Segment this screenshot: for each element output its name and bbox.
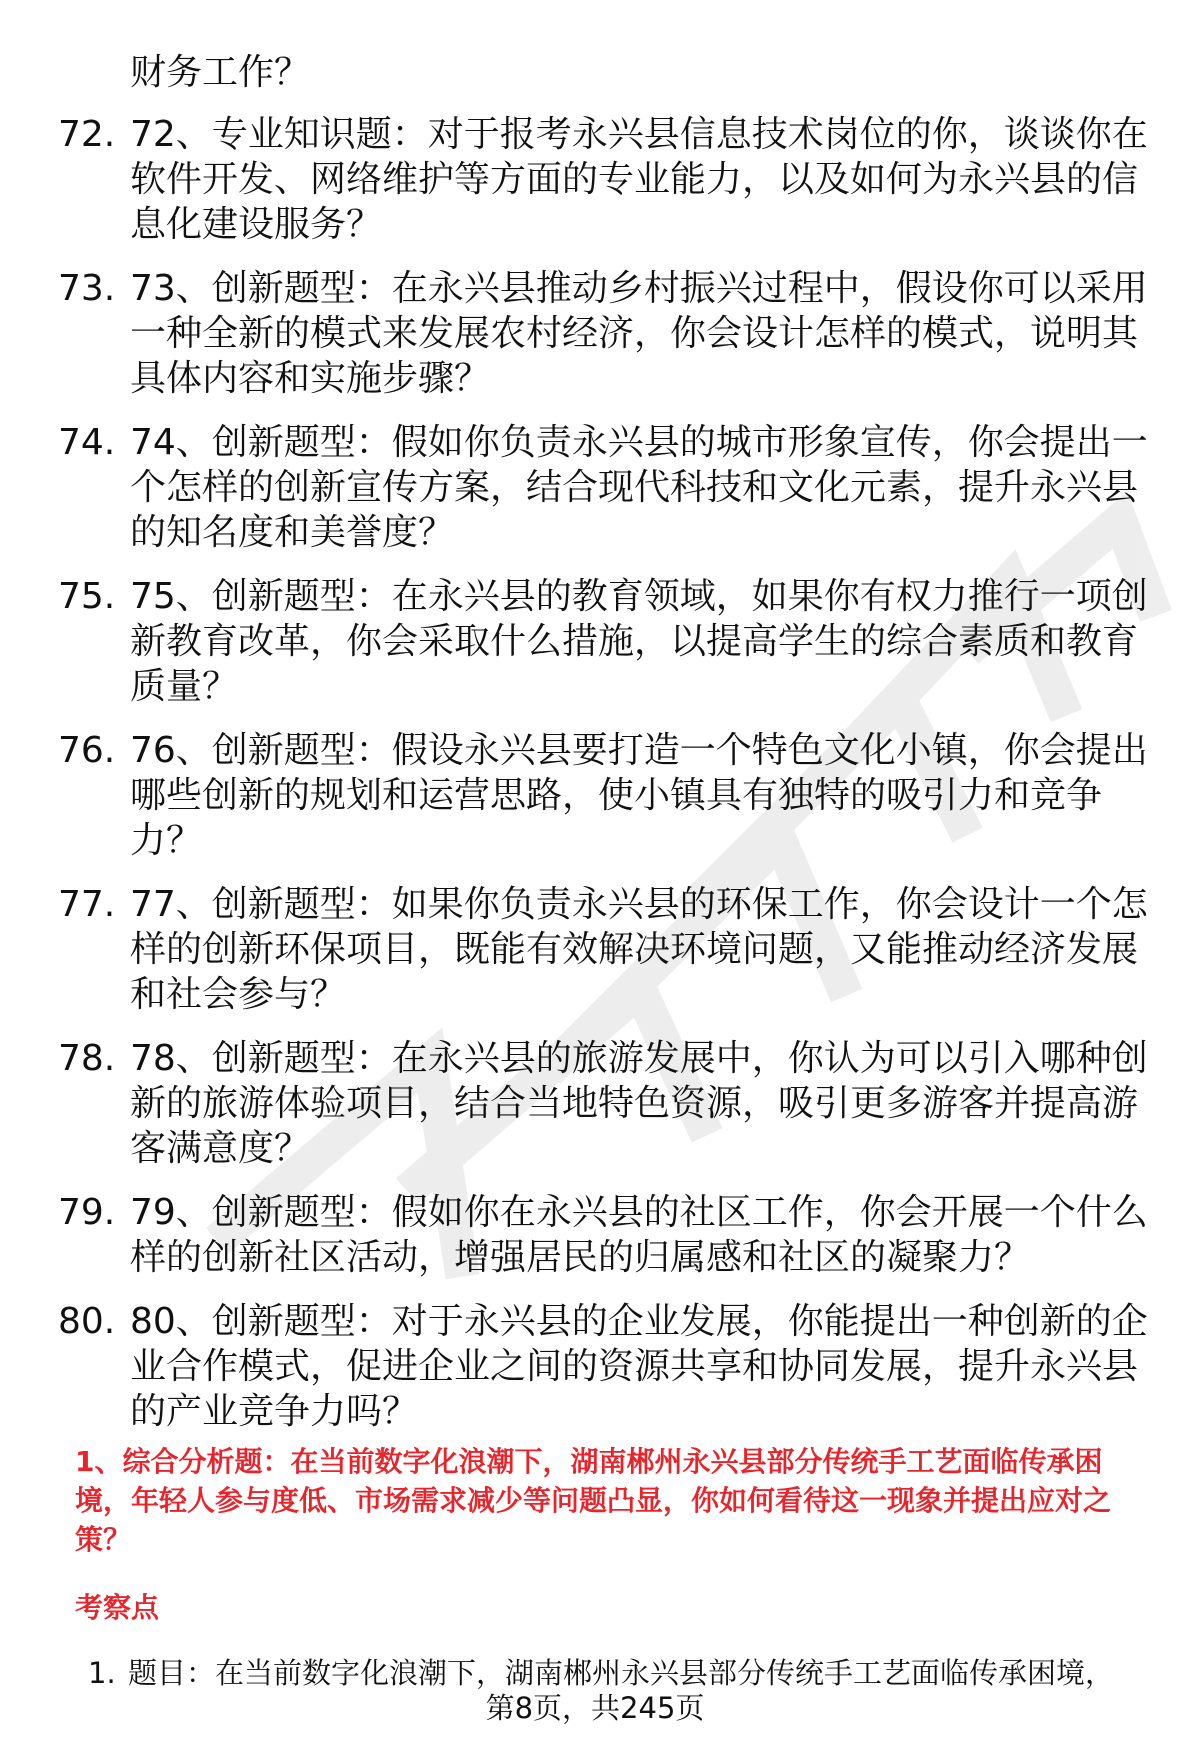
list-item	[0, 1299, 1190, 1434]
continuation-text: 财务工作？	[130, 52, 311, 93]
list-item-text: 74、创新题型：假如你负责永兴县的城市形象宣传，你会提出一个怎样的创新宣传方案，结合现代科技和文化元素，提升永兴县的知名度和美誉度？	[130, 422, 1148, 553]
list-item	[0, 1190, 1190, 1280]
page-footer: 第8页，共245页	[485, 1691, 705, 1725]
list-item	[0, 574, 1190, 709]
list-item-text: 72、专业知识题：对于报考永兴县信息技术岗位的你，谈谈你在软件开发、网络维护等方面的专业能力，以及如何为永兴县的信息化建设服务？	[130, 114, 1148, 245]
list-item-text: 80、创新题型：对于永兴县的企业发展，你能提出一种创新的企业合作模式，促进企业之间的资源共享和协同发展，提升永兴县的产业竞争力吗？	[130, 1301, 1148, 1432]
list-item-number: 75.	[58, 576, 116, 617]
list-item-text: 76、创新题型：假设永兴县要打造一个特色文化小镇，你会提出哪些创新的规划和运营思路，使小镇具有独特的吸引力和竞争力？	[130, 730, 1148, 861]
list-item-number: 80.	[58, 1301, 116, 1342]
list-item	[0, 112, 1190, 247]
analysis-question-title: 1、综合分析题：在当前数字化浪潮下，湖南郴州永兴县部分传统手工艺面临传承困境，年轻人参与度低、市场需求减少等问题凸显，你如何看待这一现象并提出应对之策？	[75, 1445, 1112, 1556]
list-item	[0, 728, 1190, 863]
list-item-text: 79、创新题型：假如你在永兴县的社区工作，你会开展一个什么样的创新社区活动，增强居民的归属感和社区的凝聚力？	[130, 1192, 1148, 1278]
list-item-number: 73.	[58, 268, 116, 309]
list-item	[0, 1036, 1190, 1171]
list-item-text: 73、创新题型：在永兴县推动乡村振兴过程中，假设你可以采用一种全新的模式来发展农村经济，你会设计怎样的模式，说明其具体内容和实施步骤？	[130, 268, 1148, 399]
kaocha-item-number: 1.	[88, 1656, 116, 1690]
list-item-number: 72.	[58, 114, 116, 155]
kaocha-heading: 考察点	[75, 1591, 160, 1624]
list-item-text: 77、创新题型：如果你负责永兴县的环保工作，你会设计一个怎样的创新环保项目，既能有效解决环境问题，又能推动经济发展和社会参与？	[130, 884, 1148, 1015]
list-item-number: 78.	[58, 1038, 116, 1079]
kaocha-item-text: 题目：在当前数字化浪潮下，湖南郴州永兴县部分传统手工艺面临传承困境，	[128, 1656, 1115, 1690]
list-item-text: 75、创新题型：在永兴县的教育领域，如果你有权力推行一项创新教育改革，你会采取什么措施，以提高学生的综合素质和教育质量？	[130, 576, 1148, 707]
list-item-number: 79.	[58, 1192, 116, 1233]
list-item-number: 76.	[58, 730, 116, 771]
list-item	[0, 420, 1190, 555]
list-item-number: 74.	[58, 422, 116, 463]
list-item	[0, 266, 1190, 401]
list-item	[0, 882, 1190, 1017]
question-list	[0, 112, 1190, 1453]
list-item-number: 77.	[58, 884, 116, 925]
list-item-text: 78、创新题型：在永兴县的旅游发展中，你认为可以引入哪种创新的旅游体验项目，结合当地特色资源，吸引更多游客并提高游客满意度？	[130, 1038, 1148, 1169]
